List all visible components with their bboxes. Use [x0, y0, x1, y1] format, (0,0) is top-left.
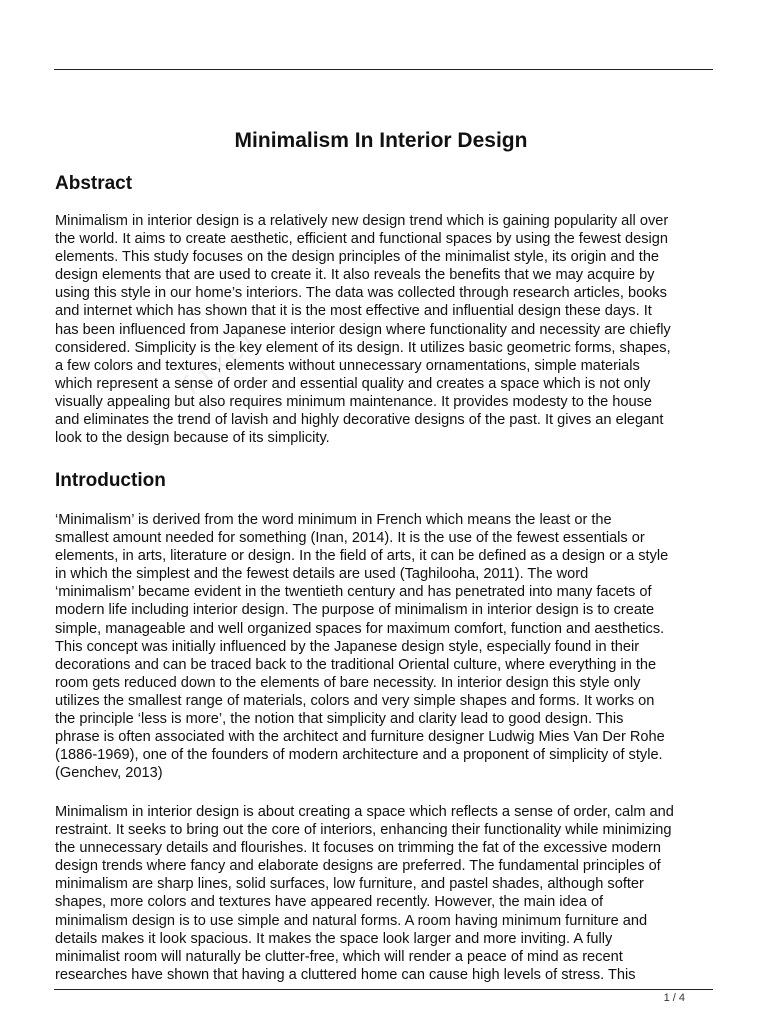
document-title: Minimalism In Interior Design [234, 129, 528, 152]
text-line: elements. This study focuses on the design principles of the minimalist style, its origin and the [55, 249, 660, 266]
text-line: ‘minimalism’ became evident in the twentieth century and has penetrated into many facets of [55, 584, 652, 601]
header-rule [54, 69, 713, 70]
text-line: and internet which has shown that it is the most effective and influential design these days. It [55, 303, 652, 320]
text-line: look to the design because of its simplicity. [55, 430, 330, 447]
text-line: using this style in our home’s interiors. The data was collected through research articles, books [55, 285, 667, 302]
text-line: design elements that are used to create it. It also reveals the benefits that we may acquire by [55, 267, 655, 284]
page-number: 1 / 4 [663, 992, 685, 1004]
text-line: Minimalism in interior design is about creating a space which reflects a sense of order, calm and [55, 804, 674, 820]
text-line: and eliminates the trend of lavish and highly decorative designs of the past. It gives an elegant [55, 412, 664, 429]
abstract-heading: Abstract [55, 173, 133, 194]
footer-rule [54, 989, 713, 990]
text-line: considered. Simplicity is the key element of its design. It utilizes basic geometric forms, shapes, [55, 339, 671, 356]
text-line: decorations and can be traced back to the traditional Oriental culture, where everything in the [55, 656, 657, 673]
text-line: This concept was initially influenced by the Japanese design style, especially found in their [55, 638, 640, 655]
text-line: shapes, more colors and textures have appeared recently. However, the main idea of [55, 894, 604, 911]
introduction-paragraph-2 [55, 803, 715, 984]
text-line: utilizes the smallest range of materials, colors and very simple shapes and forms. It works on [55, 692, 655, 709]
text-line: room gets reduced down to the elements of bare necessity. In interior design this style only [55, 674, 641, 691]
text-line: modern life including interior design. The purpose of minimalism in interior design is to create [55, 602, 655, 619]
text-line: (Genchev, 2013) [55, 765, 163, 782]
text-line: simple, manageable and well organized spaces for maximum comfort, function and aesthetics. [55, 620, 665, 637]
text-line: the world. It aims to create aesthetic, efficient and functional spaces by using the fewest design [55, 231, 669, 248]
text-line: elements, in arts, literature or design. In the field of arts, it can be defined as a design or a style [55, 548, 669, 565]
text-line: researches have shown that having a cluttered home can cause high levels of stress. This [55, 966, 636, 983]
text-line: minimalism are sharp lines, solid surfaces, low furniture, and pastel shades, although softer [55, 876, 644, 893]
text-line: minimalist room will naturally be clutter-free, which will render a peace of mind as recent [55, 948, 623, 965]
text-line: ‘Minimalism’ is derived from the word minimum in French which means the least or the [55, 512, 612, 528]
text-line: (1886-1969), one of the founders of modern architecture and a proponent of simplicity of style. [55, 747, 663, 764]
text-line: the unnecessary details and flourishes. It focuses on trimming the fat of the excessive modern [55, 840, 661, 857]
abstract-paragraph [55, 212, 715, 447]
text-line: smallest amount needed for something (Inan, 2014). It is the use of the fewest essentials or [55, 530, 645, 547]
introduction-heading: Introduction [55, 470, 166, 491]
text-line: which represent a sense of order and essential quality and creates a space which is not only [55, 375, 651, 392]
text-line: a few colors and textures, elements without unnecessary ornamentations, simple materials [55, 357, 640, 374]
text-line: details makes it look spacious. It makes the space look larger and more inviting. A fully [55, 930, 613, 947]
text-line: visually appealing but also requires minimum maintenance. It provides modesty to the house [55, 393, 653, 410]
text-line: minimalism design is to use simple and natural forms. A room having minimum furniture and [55, 912, 648, 929]
text-line: in which the simplest and the fewest details are used (Taghilooha, 2011). The word [55, 566, 589, 583]
text-line: design trends where fancy and elaborate designs are preferred. The fundamental principles of [55, 858, 661, 875]
text-line: Minimalism in interior design is a relatively new design trend which is gaining popularity all over [55, 213, 669, 229]
introduction-paragraph-1 [55, 511, 715, 782]
text-line: phrase is often associated with the architect and furniture designer Ludwig Mies Van Der Rohe [55, 729, 665, 746]
text-line: has been influenced from Japanese interior design where functionality and necessity are chiefly [55, 321, 671, 338]
watermark: fixel [175, 322, 267, 404]
text-line: the principle ‘less is more’, the notion that simplicity and clarity lead to good design. This [55, 711, 624, 728]
text-line: restraint. It seeks to bring out the core of interiors, enhancing their functionality while minimizing [55, 822, 672, 839]
